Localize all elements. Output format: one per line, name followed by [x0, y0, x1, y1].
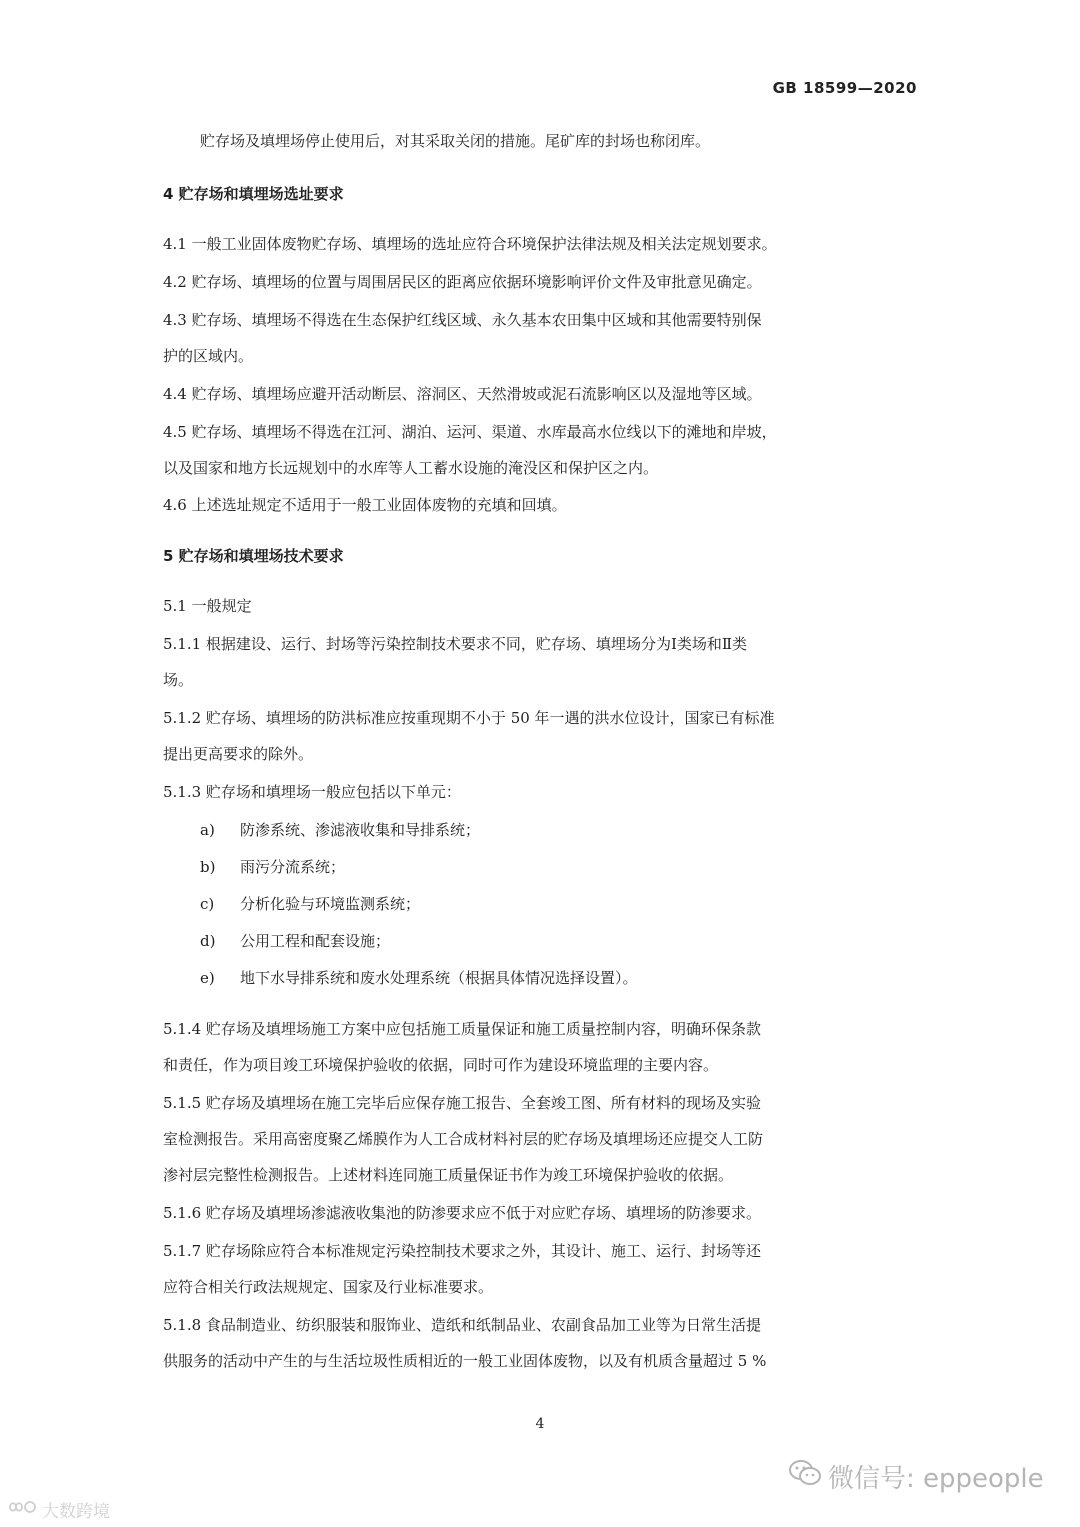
page-number: 4 [535, 1416, 545, 1432]
corner-watermark [8, 1497, 110, 1522]
infinity-logo-icon [8, 1499, 38, 1520]
clause-4-3-line-2: 护的区域内。 [163, 347, 254, 365]
clause-5-1-1-line-2: 场。 [163, 671, 194, 689]
list-item-letter: e) [200, 969, 215, 987]
clause-5-1-4-line-1: 5.1.4 贮存场及填埋场施工方案中应包括施工质量保证和施工质量控制内容，明确环保条款 [163, 1020, 761, 1038]
paragraph-closure-definition: 贮存场及填埋场停止使用后，对其采取关闭的措施。尾矿库的封场也称闭库。 [200, 132, 711, 150]
clause-5-1-1-line-1: 5.1.1 根据建设、运行、封场等污染控制技术要求不同，贮存场、填埋场分为Ⅰ类场和Ⅱ类 [163, 635, 748, 653]
section-4-heading: 4 贮存场和填埋场选址要求 [163, 185, 344, 203]
list-item-text: 雨污分流系统； [240, 858, 346, 876]
list-item-text: 公用工程和配套设施； [240, 932, 391, 950]
clause-4-5-line-1: 4.5 贮存场、填埋场不得选在江河、湖泊、运河、渠道、水库最高水位线以下的滩地和岸坡， [163, 423, 777, 441]
clause-5-1-8-line-1: 5.1.8 食品制造业、纺织服装和服饰业、造纸和纸制品业、农副食品加工业等为日常生活提 [163, 1316, 761, 1334]
clause-5-1-5-line-1: 5.1.5 贮存场及填埋场在施工完毕后应保存施工报告、全套竣工图、所有材料的现场及实验 [163, 1094, 761, 1112]
clause-5-1-6: 5.1.6 贮存场及填埋场渗滤液收集池的防渗要求应不低于对应贮存场、填埋场的防渗要求。 [163, 1204, 761, 1222]
list-item-text: 防渗系统、渗滤液收集和导排系统； [240, 821, 481, 839]
clause-5-1-7-line-2: 应符合相关行政法规规定、国家及行业标准要求。 [163, 1278, 494, 1296]
clause-5-1-2-line-2: 提出更高要求的除外。 [163, 745, 314, 763]
clause-5-1-3: 5.1.3 贮存场和填埋场一般应包括以下单元： [163, 783, 461, 801]
wechat-id-text: 微信号: eppeople [828, 1464, 1044, 1494]
clause-4-5-line-2: 以及国家和地方长远规划中的水库等人工蓄水设施的淹没区和保护区之内。 [163, 459, 659, 477]
clause-5-1: 5.1 一般规定 [163, 597, 252, 615]
clause-5-1-7-line-1: 5.1.7 贮存场除应符合本标准规定污染控制技术要求之外，其设计、施工、运行、封场等还 [163, 1242, 761, 1260]
list-item-text: 地下水导排系统和废水处理系统（根据具体情况选择设置）。 [240, 969, 638, 987]
list-item-letter: d) [200, 932, 216, 950]
clause-4-1: 4.1 一般工业固体废物贮存场、填埋场的选址应符合环境保护法律法规及相关法定规划要求。 [163, 235, 777, 253]
list-item-letter: c) [200, 895, 215, 913]
clause-5-1-4-line-2: 和责任，作为项目竣工环境保护验收的依据，同时可作为建设环境监理的主要内容。 [163, 1056, 719, 1074]
corner-watermark-text: 大数跨境 [42, 1502, 110, 1522]
list-item-text: 分析化验与环境监测系统； [240, 895, 421, 913]
clause-5-1-5-line-2: 室检测报告。采用高密度聚乙烯膜作为人工合成材料衬层的贮存场及填埋场还应提交人工防 [163, 1130, 764, 1148]
wechat-icon [788, 1459, 822, 1494]
list-item-letter: a) [200, 821, 215, 839]
clause-5-1-8-line-2: 供服务的活动中产生的与生活垃圾性质相近的一般工业固体废物，以及有机质含量超过 5 % [163, 1352, 767, 1370]
list-item-letter: b) [200, 858, 216, 876]
wechat-watermark [788, 1458, 1044, 1495]
clause-5-1-5-line-3: 渗衬层完整性检测报告。上述材料连同施工质量保证书作为竣工环境保护验收的依据。 [163, 1166, 734, 1184]
page-header-standard-code: GB 18599—2020 [772, 79, 917, 97]
clause-5-1-2-line-1: 5.1.2 贮存场、填埋场的防洪标准应按重现期不小于 50 年一遇的洪水位设计，国家已有标准 [163, 709, 775, 727]
clause-4-3-line-1: 4.3 贮存场、填埋场不得选在生态保护红线区域、永久基本农田集中区域和其他需要特别保 [163, 311, 762, 329]
clause-4-6: 4.6 上述选址规定不适用于一般工业固体废物的充填和回填。 [163, 496, 567, 514]
section-5-heading: 5 贮存场和填埋场技术要求 [163, 547, 344, 565]
clause-4-4: 4.4 贮存场、填埋场应避开活动断层、溶洞区、天然滑坡或泥石流影响区以及湿地等区域。 [163, 385, 762, 403]
clause-4-2: 4.2 贮存场、填埋场的位置与周围居民区的距离应依据环境影响评价文件及审批意见确定。 [163, 273, 762, 291]
